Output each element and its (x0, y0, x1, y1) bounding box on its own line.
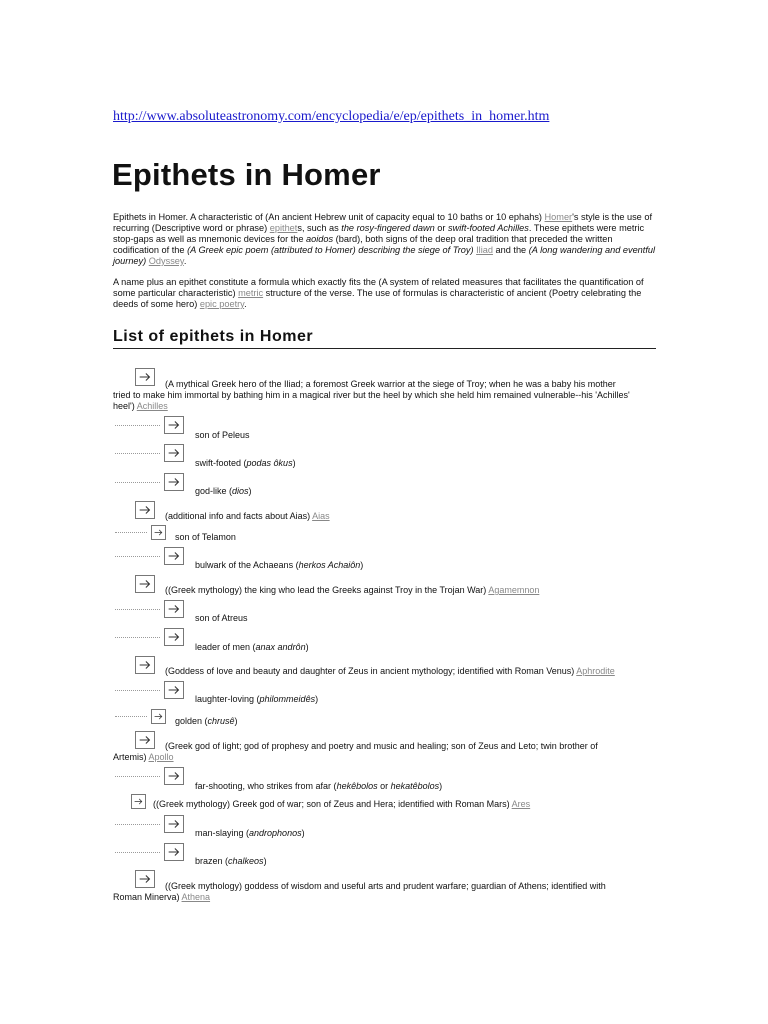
text: . (244, 299, 247, 309)
source-url-link[interactable]: http://www.absoluteastronomy.com/encyclopedia/e/ep/epithets_in_homer.htm (113, 109, 550, 124)
entry-athena (113, 881, 633, 903)
italic-text: anax andrôn (255, 642, 306, 652)
italic-text: herkos Achaiôn (298, 560, 361, 570)
text: s, such as (297, 223, 342, 233)
link-athena[interactable]: Athena (181, 892, 211, 902)
dotted-leader (115, 556, 160, 557)
italic-text: philommeidês (259, 694, 316, 704)
entry-description: (additional info and facts about Aias) (165, 511, 313, 521)
text: brazen ( (195, 856, 229, 866)
italic-text: hekatêbolos (390, 781, 440, 791)
epithet-item: son of Telamon (175, 532, 236, 542)
text: swift-footed ( (195, 458, 247, 468)
arrow-right-box-icon[interactable] (164, 628, 184, 646)
text: structure of the verse. The use of formulas is characteristic of ancient (Poetry celebrating the deeds of some hero) (113, 288, 642, 309)
text: or (377, 781, 391, 791)
italic-text: aoidos (306, 234, 334, 244)
arrow-right-box-icon[interactable] (164, 815, 184, 833)
entry-description: (A mythical Greek hero of the Iliad; a foremost Greek warrior at the siege of Troy; when he was a baby his mother tried to make him immortal by bathing him in a magical river but the heel by which she held him remained vulnerable--his 'Achilles' heel') (113, 379, 630, 411)
arrow-right-box-icon[interactable] (164, 416, 184, 434)
link-aias[interactable]: Aias (312, 511, 330, 521)
link-apollo[interactable]: Apollo (148, 752, 174, 762)
epithet-item (195, 781, 442, 792)
entry-achilles (113, 379, 633, 412)
link-achilles[interactable]: Achilles (136, 401, 168, 411)
arrow-right-box-icon[interactable] (164, 767, 184, 785)
text: ) (439, 781, 443, 791)
arrow-right-box-icon[interactable] (135, 501, 155, 519)
italic-text: (A Greek epic poem (attributed to Homer) describing the siege of Troy) (187, 245, 474, 255)
epithet-item (195, 458, 296, 469)
epithet-item (195, 560, 363, 571)
text: . These epithets were metric stop-gaps as well as mnemonic devices for the (113, 223, 645, 244)
dotted-leader (115, 482, 160, 483)
dotted-leader (115, 609, 160, 610)
dotted-leader (115, 532, 147, 533)
arrow-right-box-icon[interactable] (164, 600, 184, 618)
epithet-item (195, 486, 252, 497)
italic-text: chalkeos (228, 856, 264, 866)
text: ) (263, 856, 267, 866)
entry-description: ((Greek mythology) the king who lead the Greeks against Troy in the Trojan War) (165, 585, 489, 595)
arrow-right-box-icon[interactable] (164, 547, 184, 565)
arrow-right-box-icon[interactable] (135, 656, 155, 674)
arrow-right-box-icon[interactable] (164, 473, 184, 491)
arrow-right-box-icon[interactable] (151, 525, 166, 540)
arrow-right-box-icon[interactable] (164, 681, 184, 699)
italic-text: podas ôkus (246, 458, 293, 468)
entry-aphrodite (165, 666, 615, 677)
arrow-right-box-icon[interactable] (151, 709, 166, 724)
italic-text: (A long wandering and eventful journey) (113, 245, 656, 266)
entry-apollo (113, 741, 633, 763)
text: ) (234, 716, 238, 726)
entry-description: ((Greek mythology) goddess of wisdom and useful arts and prudent warfare; guardian of Athens; identified with Roman Minerva) (113, 881, 606, 902)
text: ) (315, 694, 319, 704)
entry-aias (165, 511, 330, 522)
text: Epithets in Homer. A characteristic of (An ancient Hebrew unit of capacity equal to 10 baths or 10 ephahs) (113, 212, 545, 222)
link-homer[interactable]: Homer (544, 212, 573, 222)
text: or (434, 223, 449, 233)
link-epic-poetry[interactable]: epic poetry (199, 299, 245, 309)
italic-text: hekêbolos (336, 781, 378, 791)
text: laughter-loving ( (195, 694, 260, 704)
epithet-item (175, 716, 238, 727)
epithet-item (195, 694, 318, 705)
dotted-leader (115, 425, 160, 426)
text: 's style is the use of recurring (Descriptive word or phrase) (113, 212, 653, 233)
italic-text: swift-footed Achilles (448, 223, 529, 233)
entry-description: ((Greek mythology) Greek god of war; son of Zeus and Hera; identified with Roman Mars) (153, 799, 512, 809)
text: ) (301, 828, 305, 838)
link-aphrodite[interactable]: Aphrodite (576, 666, 615, 676)
text: far-shooting, who strikes from afar ( (195, 781, 337, 791)
epithet-item (195, 828, 305, 839)
entry-ares (153, 799, 530, 810)
text: and the (492, 245, 529, 255)
text: leader of men ( (195, 642, 256, 652)
epithet-item: son of Atreus (195, 613, 248, 623)
link-metric[interactable]: metric (238, 288, 264, 298)
arrow-right-box-icon[interactable] (164, 444, 184, 462)
intro-paragraph-2 (113, 277, 658, 310)
section-heading: List of epithets in Homer (113, 328, 656, 349)
entry-agamemnon (165, 585, 539, 596)
link-epithet[interactable]: epithet (269, 223, 298, 233)
page-title: Epithets in Homer (112, 157, 381, 192)
arrow-right-box-icon[interactable] (164, 843, 184, 861)
text: god-like ( (195, 486, 233, 496)
text: ) (360, 560, 364, 570)
text: A name plus an epithet constitute a formula which exactly fits the (A system of related measures that facilitates the quantification of some particular characteristic) (113, 277, 644, 298)
text: ) (292, 458, 296, 468)
epithet-item: son of Peleus (195, 430, 250, 440)
dotted-leader (115, 690, 160, 691)
dotted-leader (115, 716, 147, 717)
arrow-right-box-icon[interactable] (131, 794, 146, 809)
text: ) (305, 642, 309, 652)
epithet-item (195, 856, 267, 867)
text: ) (248, 486, 252, 496)
text: man-slaying ( (195, 828, 250, 838)
dotted-leader (115, 453, 160, 454)
dotted-leader (115, 637, 160, 638)
intro-paragraph-1 (113, 212, 658, 267)
italic-text: the rosy-fingered dawn (341, 223, 435, 233)
text: (bard), both signs of the deep oral tradition that preceded the written codification of the (113, 234, 613, 255)
text: bulwark of the Achaeans ( (195, 560, 299, 570)
italic-text: dios (232, 486, 249, 496)
epithet-item (195, 642, 309, 653)
entry-description: (Goddess of love and beauty and daughter of Zeus in ancient mythology; identified with Roman Venus) (165, 666, 577, 676)
italic-text: androphonos (249, 828, 302, 838)
dotted-leader (115, 776, 160, 777)
link-iliad[interactable]: Iliad (476, 245, 493, 255)
arrow-right-box-icon[interactable] (135, 575, 155, 593)
entry-description: (Greek god of light; god of prophesy and poetry and music and healing; son of Zeus and Leto; twin brother of Artemis) (113, 741, 598, 762)
text: golden ( (175, 716, 208, 726)
link-odyssey[interactable]: Odyssey (148, 256, 184, 266)
dotted-leader (115, 852, 160, 853)
link-agamemnon[interactable]: Agamemnon (488, 585, 540, 595)
text: . (183, 256, 187, 266)
italic-text: chrusê (207, 716, 235, 726)
link-ares[interactable]: Ares (511, 799, 531, 809)
dotted-leader (115, 824, 160, 825)
